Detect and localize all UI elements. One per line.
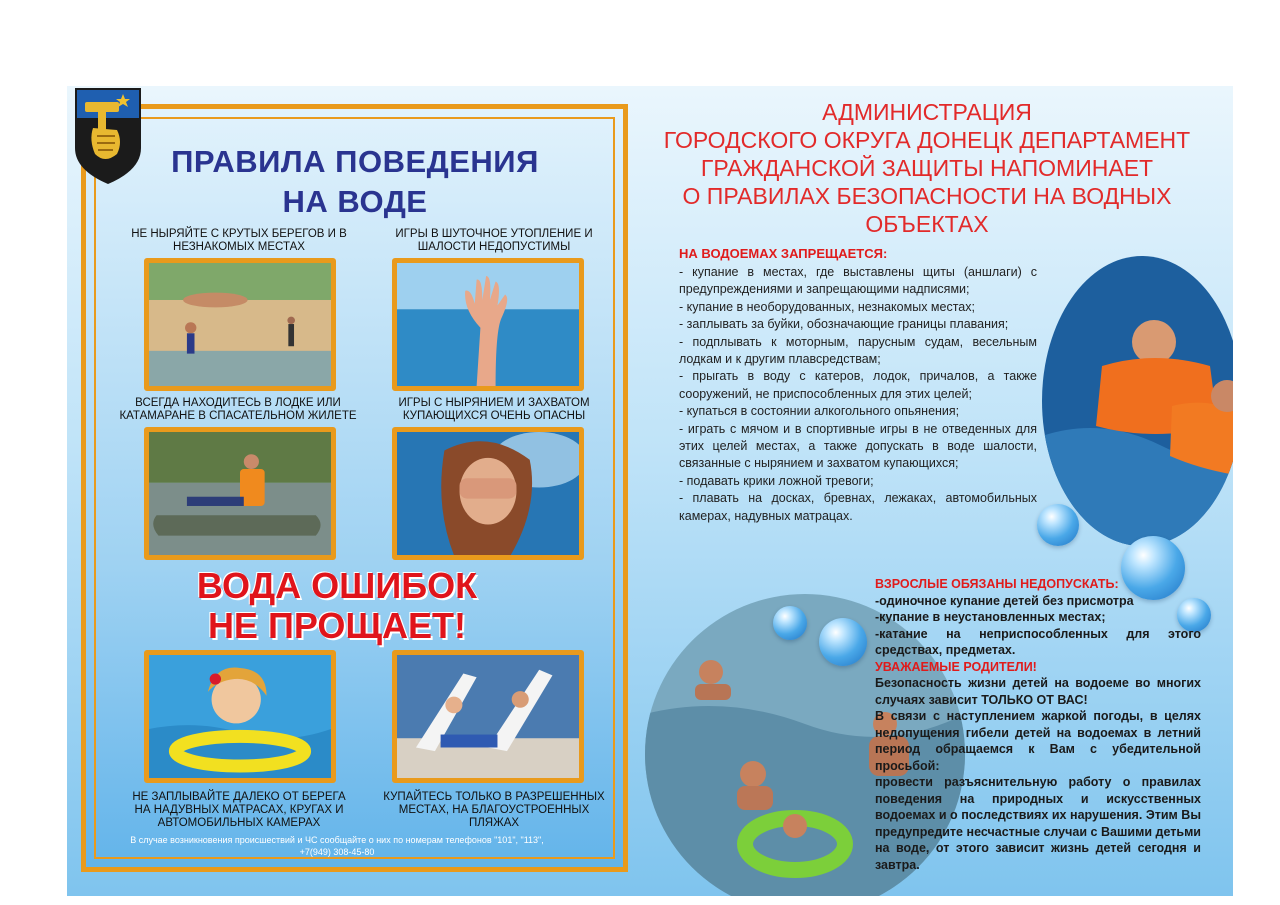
prohibited-list — [679, 264, 1037, 525]
emergency-footer — [97, 834, 577, 858]
prohibited-item: - играть с мячом и в спортивные игры в не отведенных для этих целей местах, а также допускать в воде шалости, связанные с нырянием и захватом купающихся; — [679, 421, 1037, 471]
parents-paragraph: В связи с наступлением жаркой погоды, в целях недопущения гибели детей на водоемах в летний период обращаемся к Вам с убедительной просьбой: — [875, 709, 1201, 773]
adults-item: -катание на неприспособленных для этого средствах, предметах. — [875, 626, 1201, 657]
prohibited-item: - плавать на досках, бревнах, лежаках, автомобильных камерах, надувных матрацах. — [679, 491, 1037, 523]
photo-rescue-life-vests — [1042, 256, 1233, 546]
prohibited-item: - купание в необорудованных, незнакомых местах; — [679, 299, 975, 314]
slogan-line1: ВОДА ОШИБОК — [196, 565, 478, 606]
city-emblem-icon — [71, 88, 145, 184]
adults-item: -одиночное купание детей без присмотра — [875, 593, 1134, 608]
photo-girl-swim-ring — [144, 650, 336, 783]
admin-title-line2: ГОРОДСКОГО ОКРУГА ДОНЕЦК ДЕПАРТАМЕНТ — [663, 127, 1191, 153]
adults-heading: ВЗРОСЛЫЕ ОБЯЗАНЫ НЕДОПУСКАТЬ: — [875, 577, 1119, 591]
caption-diving-games: ИГРЫ С НЫРЯНИЕМ И ЗАХВАТОМ КУПАЮЩИХСЯ ОЧЕНЬ ОПАСНЫ — [398, 397, 590, 422]
admin-title-line5: ОБЪЕКТАХ — [865, 211, 989, 237]
admin-title-line3: ГРАЖДАНСКОЙ ЗАЩИТЫ НАПОМИНАЕТ — [700, 155, 1154, 181]
slogan — [127, 566, 547, 646]
prohibited-heading: НА ВОДОЕМАХ ЗАПРЕЩАЕТСЯ: — [679, 246, 888, 261]
rules-title-line1: ПРАВИЛА ПОВЕДЕНИЯ — [171, 144, 539, 179]
prohibited-item: - подавать крики ложной тревоги; — [679, 473, 874, 488]
photo-drowning-hand — [392, 258, 584, 391]
safety-poster — [67, 86, 1233, 896]
administration-title — [637, 98, 1217, 238]
parents-paragraph: провести разъяснительную работу о правилах поведения на природных и искусственных водоемах и о последствиях их нарушения. Этим Вы предупредите несчастные случаи с Вашими детьми на воде, от этого зависит жизнь детей сегодня и завтра. — [875, 775, 1201, 872]
admin-title-line4: О ПРАВИЛАХ БЕЗОПАСНОСТИ НА ВОДНЫХ — [682, 183, 1172, 209]
prohibited-item: - купание в местах, где выставлены щиты (аншлаги) с предупреждениями и запрещающими надписями; — [679, 265, 1037, 297]
emergency-footer-line1: В случае возникновения происшествий и ЧС сообщайте о них по номерам телефонов "101", "113", — [130, 835, 544, 845]
photo-beach-loungers — [392, 650, 584, 783]
caption-no-pranks: ИГРЫ В ШУТОЧНОЕ УТОПЛЕНИЕ И ШАЛОСТИ НЕДОПУСТИМЫ — [395, 228, 593, 253]
caption-life-jacket: ВСЕГДА НАХОДИТЕСЬ В ЛОДКЕ ИЛИ КАТАМАРАНЕ В СПАСАТЕЛЬНОМ ЖИЛЕТЕ — [119, 397, 357, 422]
caption-allowed-places: КУПАЙТЕСЬ ТОЛЬКО В РАЗРЕШЕННЫХ МЕСТАХ, НА БЛАГОУСТРОЕННЫХ ПЛЯЖАХ — [383, 791, 605, 829]
slogan-line2: НЕ ПРОЩАЕТ! — [207, 605, 467, 646]
rules-title-line2: НА ВОДЕ — [282, 184, 428, 219]
photo-diving-from-bank — [144, 258, 336, 391]
rules-title — [145, 142, 565, 222]
prohibited-item: - прыгать в воду с катеров, лодок, причалов, а также сооружений, не приспособленных для этих целей; — [679, 369, 1037, 401]
emergency-footer-line2: +7(949) 308-45-80 — [299, 847, 375, 857]
parents-heading: УВАЖАЕМЫЕ РОДИТЕЛИ! — [875, 659, 1037, 674]
parents-paragraph: Безопасность жизни детей на водоеме во многих случаях зависит ТОЛЬКО ОТ ВАС! — [875, 676, 1201, 707]
adults-and-parents-text — [875, 576, 1201, 873]
photo-girl-under-water — [392, 427, 584, 560]
caption-no-diving: НЕ НЫРЯЙТЕ С КРУТЫХ БЕРЕГОВ И В НЕЗНАКОМЫХ МЕСТАХ — [131, 228, 347, 253]
adults-item: -купание в неустановленных местах; — [875, 610, 1106, 624]
prohibited-item: - купаться в состоянии алкогольного опьянения; — [679, 404, 960, 419]
prohibited-item: - подплывать к моторным, парусным судам, весельным лодкам и к другим плавсредствам; — [679, 334, 1037, 367]
caption-not-far-from-shore: НЕ ЗАПЛЫВАЙТЕ ДАЛЕКО ОТ БЕРЕГА НА НАДУВНЫХ МАТРАСАХ, КРУГАХ И АВТОМОБИЛЬНЫХ КАМЕРАХ — [132, 791, 346, 829]
bubble-decoration — [773, 606, 807, 640]
bubble-decoration — [819, 618, 867, 666]
photo-boat-life-jacket — [144, 427, 336, 560]
bubble-decoration — [1037, 504, 1079, 546]
admin-title-line1: АДМИНИСТРАЦИЯ — [822, 99, 1032, 125]
prohibited-item: - заплывать за буйки, обозначающие границы плавания; — [679, 317, 1009, 332]
